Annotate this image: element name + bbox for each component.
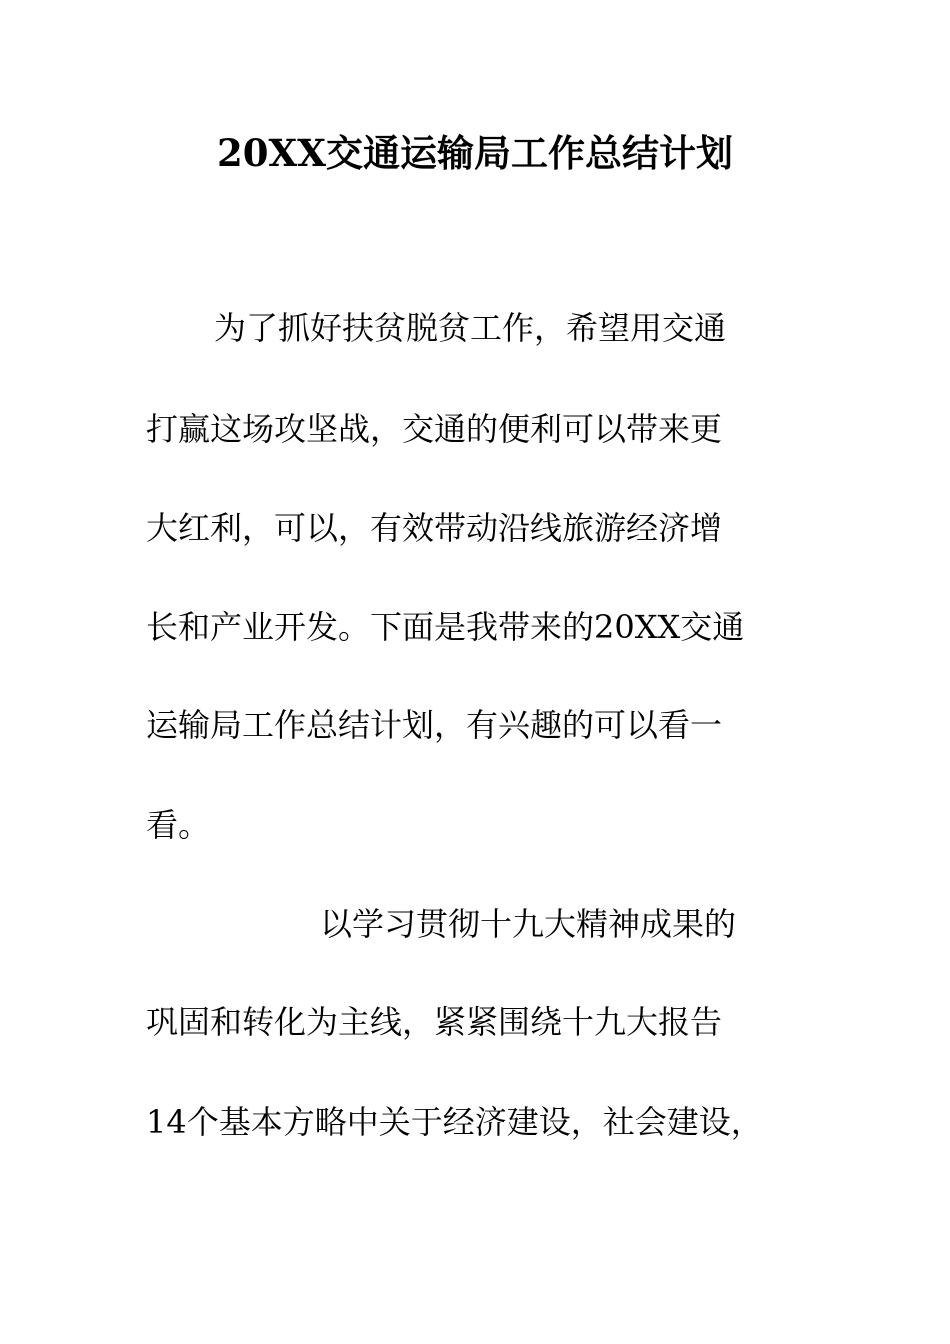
paragraph-2-line-1: 以学习贯彻十九大精神成果的 [320, 905, 737, 943]
paragraph-1-line-3: 大红利，可以，有效带动沿线旅游经济增 [146, 509, 723, 547]
paragraph-1-line-5: 运输局工作总结计划，有兴趣的可以看一 [146, 706, 723, 744]
paragraph-1-line-2: 打赢这场攻坚战，交通的便利可以带来更 [146, 410, 723, 448]
document-title: 20XX交通运输局工作总结计划 [217, 131, 733, 175]
paragraph-2-line-2: 巩固和转化为主线，紧紧围绕十九大报告 [146, 1003, 723, 1041]
paragraph-1-line-6: 看。 [146, 806, 211, 844]
paragraph-1-line-4: 长和产业开发。下面是我带来的20XX交通 [146, 608, 745, 646]
paragraph-1-line-1: 为了抓好扶贫脱贫工作，希望用交通 [214, 309, 727, 347]
paragraph-2-line-3: 14个基本方略中关于经济建设，社会建设， [146, 1103, 763, 1141]
